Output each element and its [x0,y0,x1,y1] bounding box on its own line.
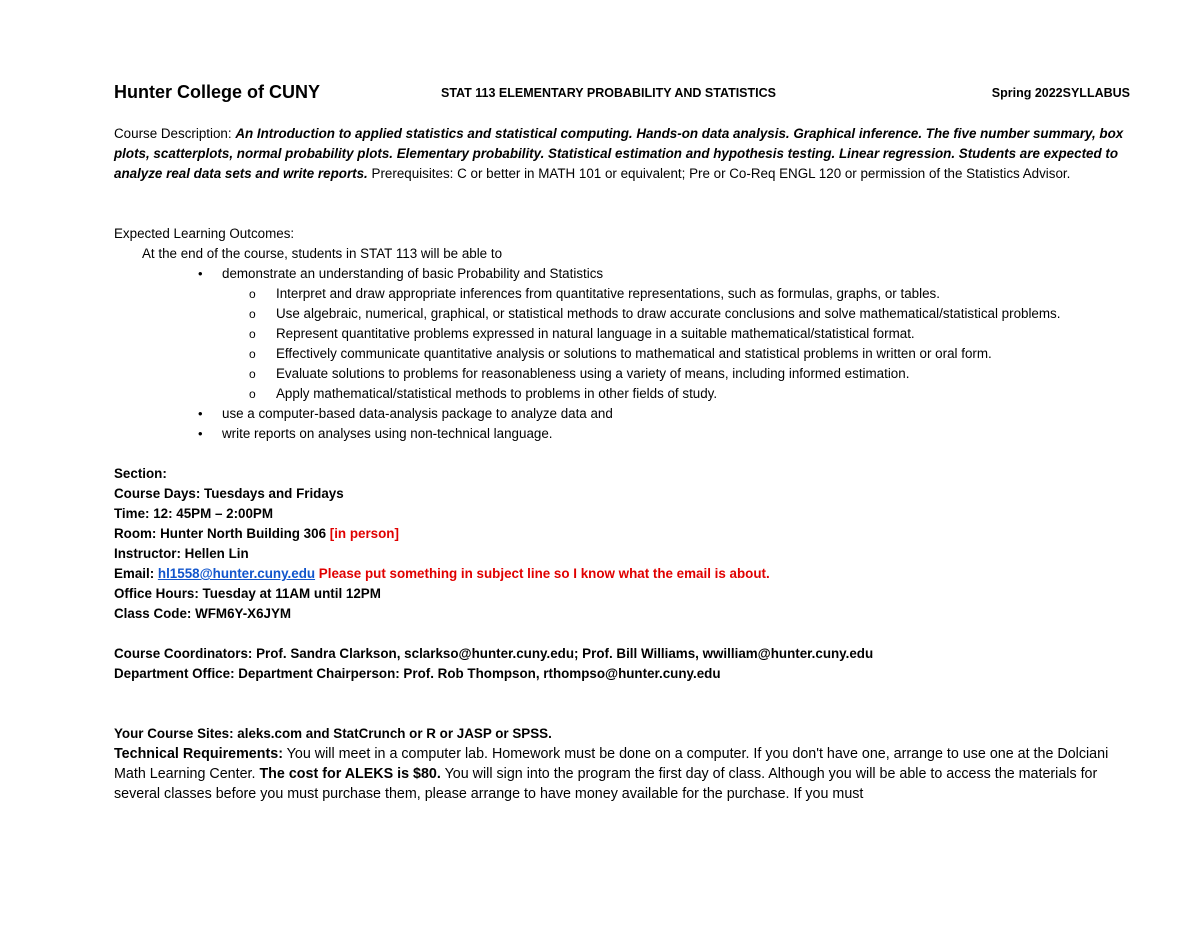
instructor-name: Instructor: Hellen Lin [114,546,249,561]
course-days: Course Days: Tuesdays and Fridays [114,486,344,501]
circle-bullet-icon: o [249,387,256,401]
aleks-cost: The cost for ALEKS is $80. [259,766,441,782]
technical-text-1: You will meet in a computer lab. Homework must be done on a computer. If you don't have one, arrange to use one at the Dolciani Math Learning Center. [114,746,1109,782]
outcome-text: demonstrate an understanding of basic Probability and Statistics [222,266,604,281]
sub-outcome-item [249,344,1134,364]
course-time: Time: 12: 45PM – 2:00PM [114,506,274,521]
college-name: Hunter College of CUNY [114,82,321,102]
technical-label: Technical Requirements: [114,746,283,762]
document-header [114,80,1134,108]
circle-bullet-icon: o [249,287,256,301]
sub-outcome-item [249,284,1134,304]
outcomes-heading: Expected Learning Outcomes: [114,226,295,241]
sites-label: Your Course Sites: [114,726,238,741]
outcome-item [194,424,1134,444]
sub-outcome-item [249,384,1134,404]
description-text: An Introduction to applied statistics and statistical computing. Hands-on data analysis. Graphical inference. The five number summary, box plots, scatterplots, normal probability plots. Elementary probability. Statistical estimation and hypothesis testing. Linear regression. Students are expected to analyze real data sets and write reports. [114,126,1124,181]
outcome-sublist [222,284,1134,404]
sub-outcome-item [249,324,1134,344]
sub-outcome-text: Interpret and draw appropriate inferences from quantitative representations, such as formulas, graphs, or tables. [276,286,940,301]
sub-outcome-text: Represent quantitative problems expressed in natural language in a suitable mathematical/statistical format. [276,326,915,341]
circle-bullet-icon: o [249,367,256,381]
course-description [114,124,1134,184]
email-link[interactable]: hl1558@hunter.cuny.edu [157,566,316,581]
email-note: Please put something in subject line so I know what the email is about. [315,566,770,581]
section-info [114,464,1134,624]
sub-outcome-text: Effectively communicate quantitative analysis or solutions to mathematical and statistical problems in written or oral form. [276,346,992,361]
sub-outcome-text: Evaluate solutions to problems for reasonableness using a variety of means, including informed estimation. [276,366,910,381]
course-title: STAT 113 ELEMENTARY PROBABILITY AND STATISTICS [441,86,776,100]
bullet-icon: • [198,406,203,421]
outcomes-list [114,264,1134,444]
prerequisites-text: Prerequisites: C or better in MATH 101 or equivalent; Pre or Co-Req ENGL 120 or permission of the Statistics Advisor. [367,166,1071,181]
course-coordinators: Course Coordinators: Prof. Sandra Clarkson, sclarkso@hunter.cuny.edu; Prof. Bill Williams, wwilliam@hunter.cuny.edu [114,646,874,661]
course-room [114,524,1134,544]
sub-outcome-text: Apply mathematical/statistical methods to problems in other fields of study. [276,386,718,401]
sub-outcome-item [249,304,1134,324]
circle-bullet-icon: o [249,347,256,361]
instructor-email [114,564,1134,584]
class-code: Class Code: WFM6Y-X6JYM [114,606,292,621]
office-hours: Office Hours: Tuesday at 11AM until 12PM [114,586,381,601]
syllabus-page [114,80,1134,804]
sub-outcome-text: Use algebraic, numerical, graphical, or statistical methods to draw accurate conclusions and solve mathematical/statistical problems. [276,306,1061,321]
technical-text-2: You will sign into the program the first day of class. Although you will be able to access the materials for several classes before you must purchase them, please arrange to have money available for the purchase. If you must [114,766,1098,802]
description-label: Course Description: [114,126,236,141]
bullet-icon: • [198,426,203,441]
sites-value: aleks.com and StatCrunch or R or JASP or SPSS. [237,726,552,741]
outcome-item [194,264,1134,404]
outcome-item [194,404,1134,424]
outcome-text: write reports on analyses using non-technical language. [222,426,553,441]
circle-bullet-icon: o [249,327,256,341]
section-heading: Section: [114,466,167,481]
outcome-text: use a computer-based data-analysis package to analyze data and [222,406,613,421]
department-office: Department Office: Department Chairperson: Prof. Rob Thompson, rthompso@hunter.cuny.edu [114,666,721,681]
term-label: Spring 2022SYLLABUS [991,86,1130,100]
circle-bullet-icon: o [249,307,256,321]
email-label: Email: [114,566,158,581]
sub-outcome-item [249,364,1134,384]
technical-requirements [114,744,1134,804]
course-sites [114,724,1134,744]
room-text: Room: Hunter North Building 306 [114,526,330,541]
bullet-icon: • [198,266,203,281]
outcomes-intro: At the end of the course, students in STAT 113 will be able to [142,246,503,261]
room-note: [in person] [329,526,399,541]
